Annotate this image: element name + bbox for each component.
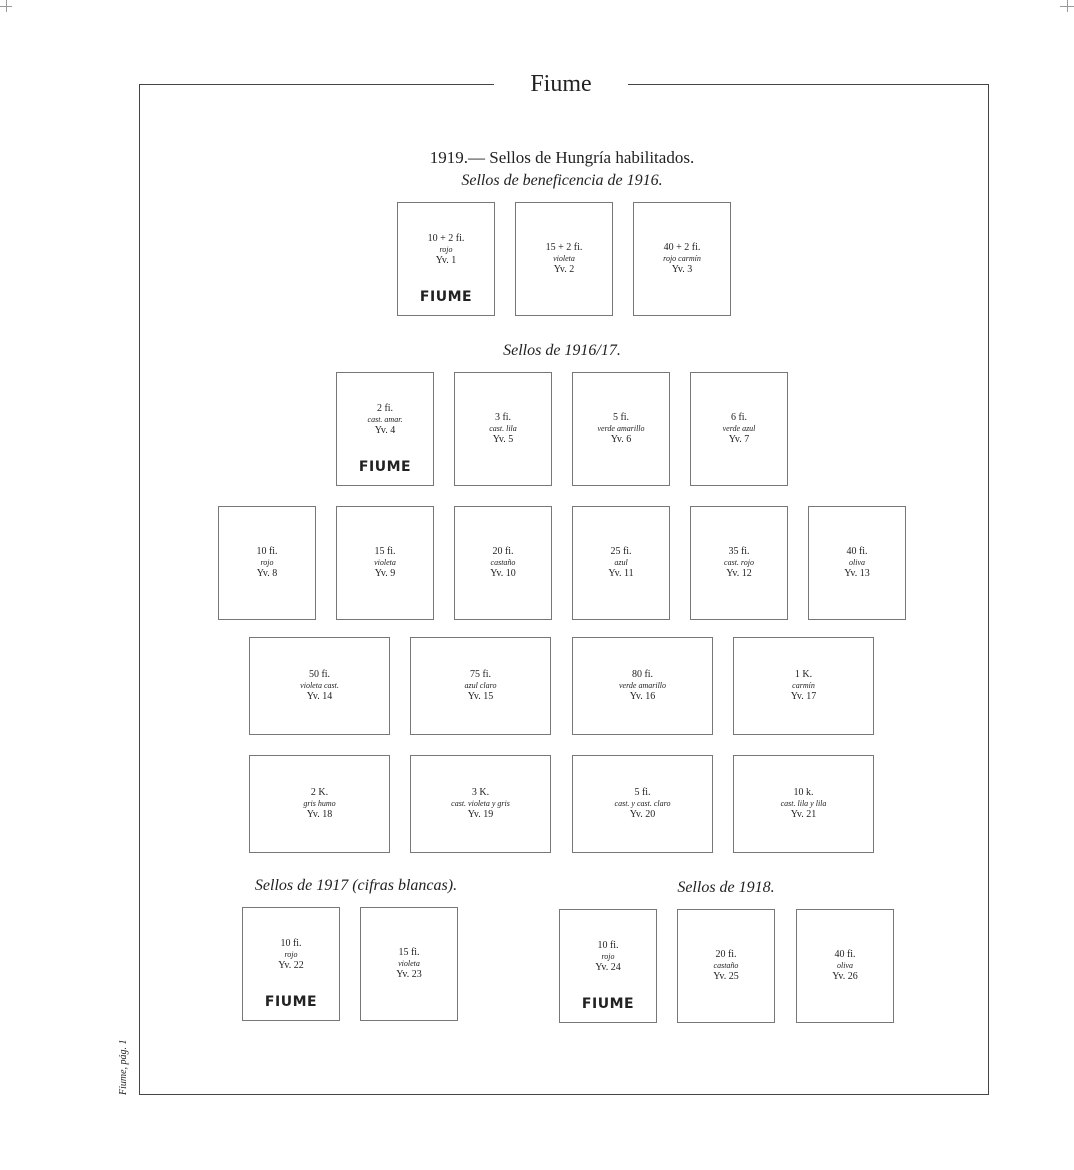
stamp-slot-3 [633, 202, 731, 316]
stamp-info [573, 669, 712, 703]
stamp-info [411, 669, 550, 703]
stamp-slot-14 [249, 637, 390, 735]
stamp-slot-8 [218, 506, 316, 620]
page-title: Fiume [494, 66, 628, 102]
stamp-value: 10 fi. [280, 938, 302, 950]
stamp-catalog-number: Yv. 8 [256, 568, 278, 579]
stamp-slot-16 [572, 637, 713, 735]
stamp-slot-10 [454, 506, 552, 620]
stamp-info [678, 949, 774, 983]
stamp-slot-17 [733, 637, 874, 735]
stamp-slot-18 [249, 755, 390, 853]
main-heading: 1919.— Sellos de Hungría habilitados. [429, 148, 695, 167]
stamp-color: verde amarillo [597, 424, 645, 433]
stamp-slot-2 [515, 202, 613, 316]
stamp-color: cast. violeta y gris [451, 799, 510, 808]
stamp-slot-1 [397, 202, 495, 316]
stamp-info [219, 546, 315, 580]
stamp-value: 3 fi. [494, 412, 512, 423]
stamp-info [573, 546, 669, 580]
stamp-slot-23 [360, 907, 458, 1021]
stamp-value: 1 K. [794, 669, 813, 680]
stamp-slot-21 [733, 755, 874, 853]
stamp-value: 40 + 2 fi. [663, 242, 701, 253]
stamp-info [361, 947, 457, 981]
stamp-catalog-number: Yv. 16 [629, 691, 656, 702]
stamp-slot-12 [690, 506, 788, 620]
stamp-slot-22 [242, 907, 340, 1021]
stamp-color: castaño [490, 558, 516, 567]
stamp-catalog-number: Yv. 23 [396, 969, 422, 980]
stamp-color: azul claro [464, 681, 497, 690]
stamp-slot-19 [410, 755, 551, 853]
stamp-catalog-number: Yv. 13 [844, 568, 870, 579]
stamp-catalog-number: Yv. 9 [374, 568, 396, 579]
stamp-color: rojo carmín [663, 254, 701, 263]
overprint-fiume: FIUME [264, 994, 318, 1010]
stamp-catalog-number: Yv. 21 [790, 809, 817, 820]
stamp-slot-15 [410, 637, 551, 735]
stamp-color: cast. lila [489, 424, 517, 433]
stamp-info [250, 669, 389, 703]
stamp-info [337, 546, 433, 580]
stamp-catalog-number: Yv. 14 [306, 691, 333, 702]
stamp-color: oliva [837, 961, 853, 970]
stamp-slot-11 [572, 506, 670, 620]
stamp-catalog-number: Yv. 18 [306, 809, 333, 820]
stamp-value: 5 fi. [612, 412, 630, 423]
stamp-slot-24 [559, 909, 657, 1023]
stamp-slot-25 [677, 909, 775, 1023]
stamp-value: 10 + 2 fi. [427, 233, 465, 245]
stamp-value: 10 fi. [256, 546, 278, 557]
heading-1918: Sellos de 1918. [677, 879, 775, 896]
stamp-color: cast. lila y lila [780, 799, 827, 808]
crop-mark-top-right-v [1067, 0, 1068, 12]
stamp-value: 5 fi. [634, 787, 651, 798]
overprint-fiume: FIUME [419, 289, 473, 305]
stamp-catalog-number: Yv. 22 [278, 960, 304, 972]
stamp-color: violeta [374, 558, 396, 567]
stamp-color: carmín [792, 681, 815, 690]
stamp-info [573, 787, 712, 821]
stamp-catalog-number: Yv. 26 [832, 971, 858, 982]
stamp-value: 20 fi. [715, 949, 737, 960]
stamp-value: 3 K. [471, 787, 490, 798]
stamp-value: 2 fi. [376, 403, 394, 415]
heading-beneficencia-1916: Sellos de beneficencia de 1916. [461, 172, 663, 189]
stamp-slot-9 [336, 506, 434, 620]
stamp-value: 15 fi. [398, 947, 420, 958]
stamp-catalog-number: Yv. 2 [553, 264, 575, 275]
stamp-value: 10 fi. [597, 940, 619, 952]
stamp-value: 10 k. [793, 787, 814, 798]
stamp-info [634, 242, 730, 276]
stamp-color: rojo [284, 950, 298, 960]
stamp-value: 15 + 2 fi. [545, 242, 583, 253]
stamp-catalog-number: Yv. 17 [790, 691, 817, 702]
stamp-color: rojo [601, 952, 615, 962]
stamp-info [809, 546, 905, 580]
stamp-catalog-number: Yv. 25 [713, 971, 739, 982]
stamp-catalog-number: Yv. 19 [467, 809, 494, 820]
stamp-catalog-number: Yv. 24 [595, 962, 621, 974]
crop-mark-top-left-v [6, 0, 7, 12]
stamp-color: oliva [849, 558, 865, 567]
stamp-color: violeta [398, 959, 420, 968]
stamp-info [455, 546, 551, 580]
overprint-fiume: FIUME [581, 996, 635, 1012]
stamp-slot-4 [336, 372, 434, 486]
stamp-color: cast. rojo [724, 558, 754, 567]
stamp-info [516, 242, 612, 276]
stamp-catalog-number: Yv. 6 [610, 434, 632, 445]
stamp-slot-20 [572, 755, 713, 853]
stamp-value: 75 fi. [469, 669, 492, 680]
stamp-catalog-number: Yv. 4 [374, 425, 396, 437]
stamp-slot-26 [796, 909, 894, 1023]
heading-1916-17: Sellos de 1916/17. [503, 342, 621, 359]
stamp-color: violeta cast. [300, 681, 339, 690]
overprint-fiume: FIUME [358, 459, 412, 475]
stamp-slot-6 [572, 372, 670, 486]
stamp-color: violeta [553, 254, 575, 263]
stamp-catalog-number: Yv. 15 [467, 691, 494, 702]
stamp-info [398, 233, 494, 267]
stamp-catalog-number: Yv. 11 [608, 568, 634, 579]
stamp-value: 25 fi. [610, 546, 632, 557]
stamp-info [573, 412, 669, 446]
stamp-color: gris humo [303, 799, 336, 808]
stamp-slot-5 [454, 372, 552, 486]
stamp-info [455, 412, 551, 446]
stamp-color: rojo [260, 558, 274, 567]
stamp-info [337, 403, 433, 437]
stamp-info [691, 546, 787, 580]
stamp-catalog-number: Yv. 5 [492, 434, 514, 445]
stamp-info [243, 938, 339, 972]
stamp-value: 40 fi. [846, 546, 868, 557]
stamp-slot-7 [690, 372, 788, 486]
stamp-slot-13 [808, 506, 906, 620]
stamp-catalog-number: Yv. 1 [435, 255, 457, 267]
stamp-catalog-number: Yv. 10 [490, 568, 516, 579]
stamp-color: azul [614, 558, 628, 567]
stamp-value: 6 fi. [730, 412, 748, 423]
stamp-catalog-number: Yv. 7 [728, 434, 750, 445]
stamp-value: 20 fi. [492, 546, 514, 557]
stamp-color: verde azul [722, 424, 756, 433]
stamp-info [411, 787, 550, 821]
stamp-value: 40 fi. [834, 949, 856, 960]
stamp-value: 2 K. [310, 787, 329, 798]
stamp-value: 80 fi. [631, 669, 654, 680]
stamp-value: 15 fi. [374, 546, 396, 557]
heading-1917: Sellos de 1917 (cifras blancas). [254, 877, 458, 894]
stamp-catalog-number: Yv. 3 [671, 264, 693, 275]
stamp-info [691, 412, 787, 446]
stamp-color: rojo [439, 245, 453, 255]
stamp-info [560, 940, 656, 974]
stamp-color: cast. amar. [367, 415, 403, 425]
stamp-value: 50 fi. [308, 669, 331, 680]
stamp-info [734, 669, 873, 703]
stamp-value: 35 fi. [728, 546, 750, 557]
stamp-catalog-number: Yv. 20 [629, 809, 656, 820]
stamp-color: castaño [713, 961, 739, 970]
stamp-color: cast. y cast. claro [614, 799, 671, 808]
stamp-catalog-number: Yv. 12 [726, 568, 752, 579]
stamp-info [250, 787, 389, 821]
stamp-color: verde amarillo [618, 681, 667, 690]
stamp-info [734, 787, 873, 821]
page-number-label: Fiume, pág. 1 [118, 1039, 129, 1095]
stamp-info [797, 949, 893, 983]
